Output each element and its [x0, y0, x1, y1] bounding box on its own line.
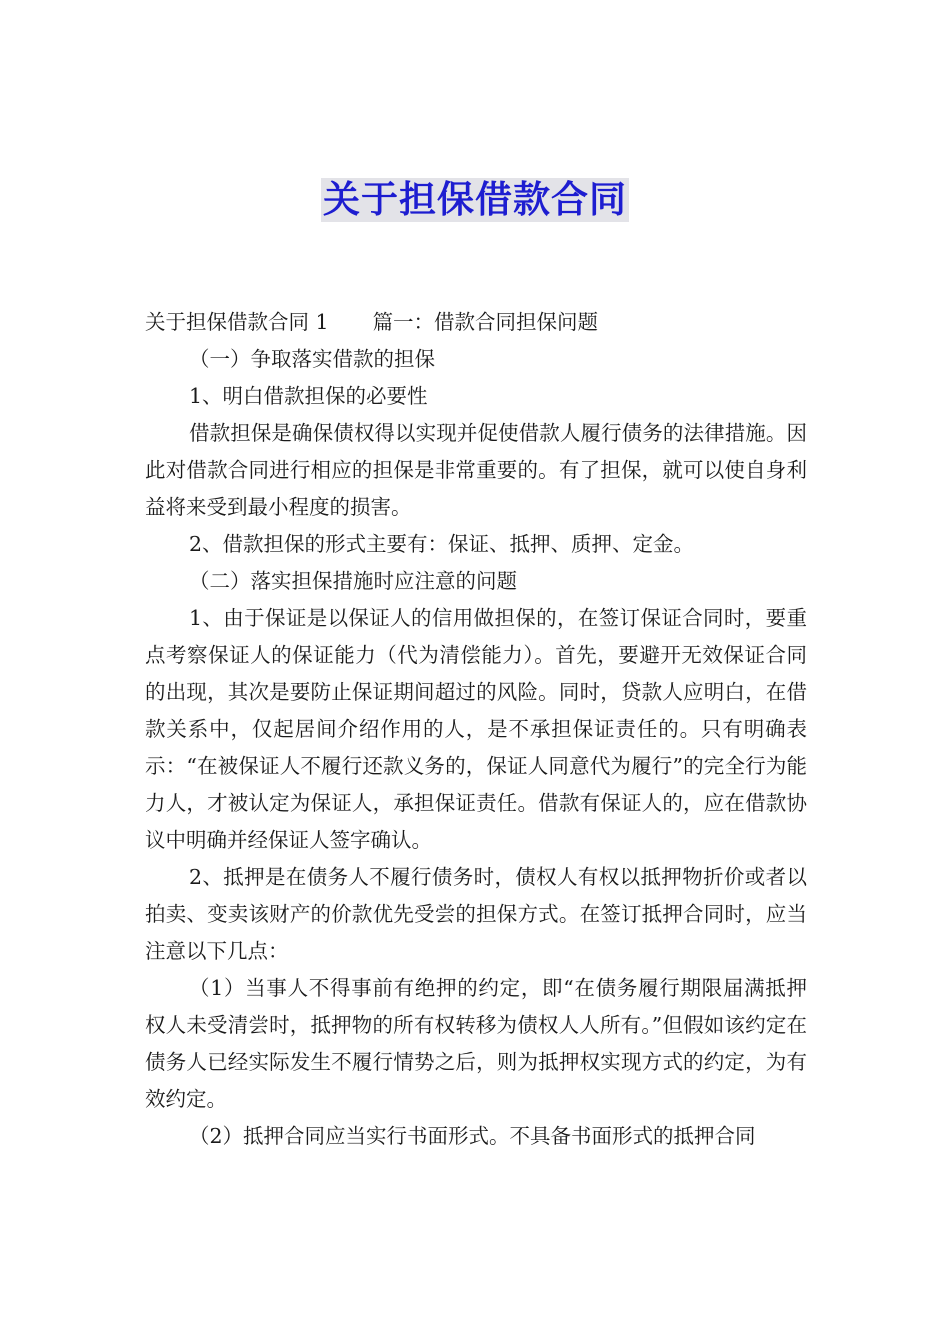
section-heading: （一）争取落实借款的担保: [189, 347, 435, 371]
document-body: [145, 304, 807, 1155]
title-container: [0, 178, 950, 222]
section-heading: （二）落实担保措施时应注意的问题: [189, 569, 517, 593]
heading-right: 篇一：借款合同担保问题: [372, 310, 599, 334]
paragraph: 1、由于保证是以保证人的信用做担保的，在签订保证合同时，要重点考察保证人的保证能力（代为清偿能力）。首先，要避开无效保证合同的出现，其次是要防止保证期间超过的风险。同时，贷款人应明白，在借款关系中，仅起居间介绍作用的人，是不承担保证责任的。只有明确表示：“在被保证人不履行还款义务的，保证人同意代为履行”的完全行为能力人，才被认定为保证人，承担保证责任。借款有保证人的，应在借款协议中明确并经保证人签字确认。: [145, 606, 807, 852]
paragraph: 2、借款担保的形式主要有：保证、抵押、质押、定金。: [189, 532, 695, 556]
paragraph: 借款担保是确保债权得以实现并促使借款人履行债务的法律措施。因此对借款合同进行相应的担保是非常重要的。有了担保，就可以使自身利益将来受到最小程度的损害。: [145, 421, 807, 519]
document-title: 关于担保借款合同: [323, 178, 627, 221]
document-heading-line: [145, 304, 807, 341]
heading-left: 关于担保借款合同 1: [145, 310, 329, 334]
paragraph: （2）抵押合同应当实行书面形式。不具备书面形式的抵押合同: [189, 1124, 756, 1148]
paragraph: （1）当事人不得事前有绝押的约定，即“在债务履行期限届满抵押权人未受清尝时，抵押物的所有权转移为债权人人所有。”但假如该约定在债务人已经实际发生不履行情势之后，则为抵押权实现方式的约定，为有效约定。: [145, 976, 807, 1111]
sub-heading: 1、明白借款担保的必要性: [189, 384, 428, 408]
paragraph: 2、抵押是在债务人不履行债务时，债权人有权以抵押物折价或者以拍卖、变卖该财产的价款优先受尝的担保方式。在签订抵押合同时，应当注意以下几点：: [145, 865, 807, 963]
